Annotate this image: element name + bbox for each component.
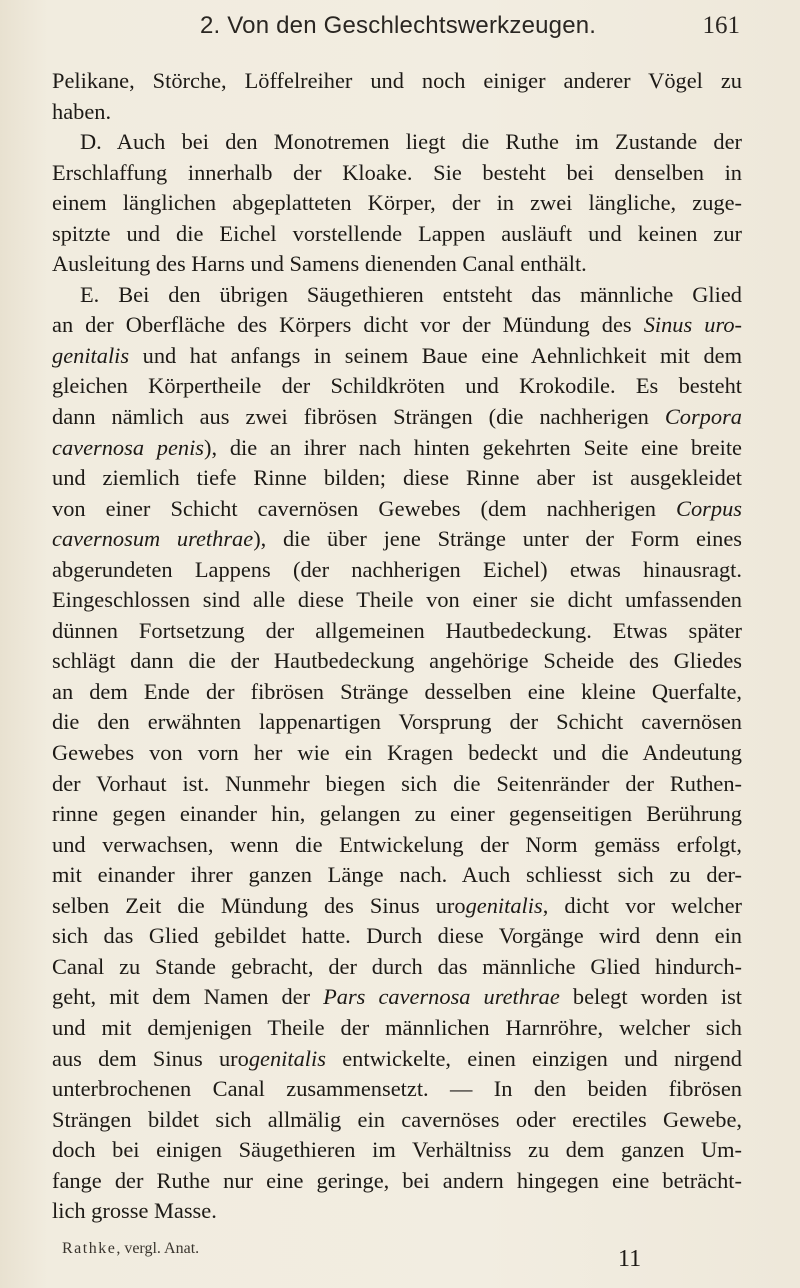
text-line: Erschlaffung innerhalb der Kloake. Sie besteht bei denselben in — [52, 159, 742, 185]
text-line: dünnen Fortsetzung der allgemeinen Hautbedeckung. Etwas später — [52, 617, 742, 643]
text-line: Canal zu Stande gebracht, der durch das männliche Glied hindurch- — [52, 953, 742, 979]
text-line: dann nämlich aus zwei fibrösen Strängen (die nachherigen Corpora — [52, 404, 742, 430]
chapter-title: 2. Von den Geschlechtswerkzeugen. — [200, 12, 597, 39]
text-line: und verwachsen, wenn die Entwickelung der Norm gemäss erfolgt, — [52, 831, 742, 857]
text-line: Ausleitung des Harns und Samens dienenden Canal enthält. — [52, 251, 587, 277]
text-line: gleichen Körpertheile der Schildkröten und Krokodile. Es besteht — [52, 373, 742, 399]
signature-name: Rathke — [62, 1240, 117, 1257]
text-line: geht, mit dem Namen der Pars cavernosa urethrae belegt worden ist — [52, 984, 742, 1010]
text-line: die den erwähnten lappenartigen Vorsprung der Schicht cavernösen — [52, 709, 742, 735]
text-line: unterbrochenen Canal zusammensetzt. — In den beiden fibrösen — [52, 1076, 742, 1102]
text-line: E. Bei den übrigen Säugethieren entsteht das männliche Glied — [80, 281, 742, 307]
text-line: haben. — [52, 98, 112, 124]
text-line: von einer Schicht cavernösen Gewebes (dem nachherigen Corpus — [52, 495, 742, 521]
text-line: lich grosse Masse. — [52, 1198, 217, 1224]
text-line: cavernosa penis), die an ihrer nach hinten gekehrten Seite eine breite — [52, 434, 742, 460]
text-line: und ziemlich tiefe Rinne bilden; diese Rinne aber ist ausgekleidet — [52, 465, 742, 491]
text-line: schlägt dann die der Hautbedeckung angehörige Scheide des Gliedes — [52, 648, 742, 674]
text-line: der Vorhaut ist. Nunmehr biegen sich die Seitenränder der Ruthen- — [52, 770, 742, 796]
text-line: mit einander ihrer ganzen Länge nach. Auch schliesst sich zu der- — [52, 862, 742, 888]
body-text — [52, 66, 742, 1227]
page-number: 161 — [702, 12, 740, 39]
text-line: genitalis und hat anfangs in seinem Baue eine Aehnlichkeit mit dem — [52, 342, 742, 368]
text-line: sich das Glied gebildet hatte. Durch diese Vorgänge wird denn ein — [52, 923, 742, 949]
text-line: spitzte und die Eichel vorstellende Lappen ausläuft und keinen zur — [52, 220, 742, 246]
text-line: abgerundeten Lappens (der nachherigen Eichel) etwas hinausragt. — [52, 556, 742, 582]
text-line: fange der Ruthe nur eine geringe, bei andern hingegen eine beträcht- — [52, 1167, 742, 1193]
text-line: selben Zeit die Mündung des Sinus urogenitalis, dicht vor welcher — [52, 892, 742, 918]
text-line: einem länglichen abgeplatteten Körper, der in zwei längliche, zuge- — [52, 190, 742, 216]
text-line: an dem Ende der fibrösen Stränge desselben eine kleine Querfalte, — [52, 678, 742, 704]
text-line: D. Auch bei den Monotremen liegt die Ruthe im Zustande der — [80, 129, 742, 155]
signature-number: 11 — [618, 1246, 642, 1272]
text-line: doch bei einigen Säugethieren im Verhältniss zu dem ganzen Um- — [52, 1137, 742, 1163]
running-header — [200, 12, 740, 52]
signature-rest: , vergl. Anat. — [116, 1240, 200, 1257]
text-line: Eingeschlossen sind alle diese Theile von einer sie dicht umfassenden — [52, 587, 742, 613]
text-line: und mit demjenigen Theile der männlichen Harnröhre, welcher sich — [52, 1014, 742, 1040]
text-line: cavernosum urethrae), die über jene Stränge unter der Form eines — [52, 526, 742, 552]
signature-mark — [62, 1240, 199, 1258]
text-line: aus dem Sinus urogenitalis entwickelte, einen einzigen und nirgend — [52, 1045, 742, 1071]
text-line: Strängen bildet sich allmälig ein cavernöses oder erectiles Gewebe, — [52, 1106, 742, 1132]
text-line: Gewebes von vorn her wie ein Kragen bedeckt und die Andeutung — [52, 740, 742, 766]
text-line: rinne gegen einander hin, gelangen zu einer gegenseitigen Berührung — [52, 801, 742, 827]
text-line: an der Oberfläche des Körpers dicht vor der Mündung des Sinus uro- — [52, 312, 742, 338]
text-line: Pelikane, Störche, Löffelreiher und noch einiger anderer Vögel zu — [52, 68, 742, 93]
page-footer — [62, 1240, 682, 1280]
